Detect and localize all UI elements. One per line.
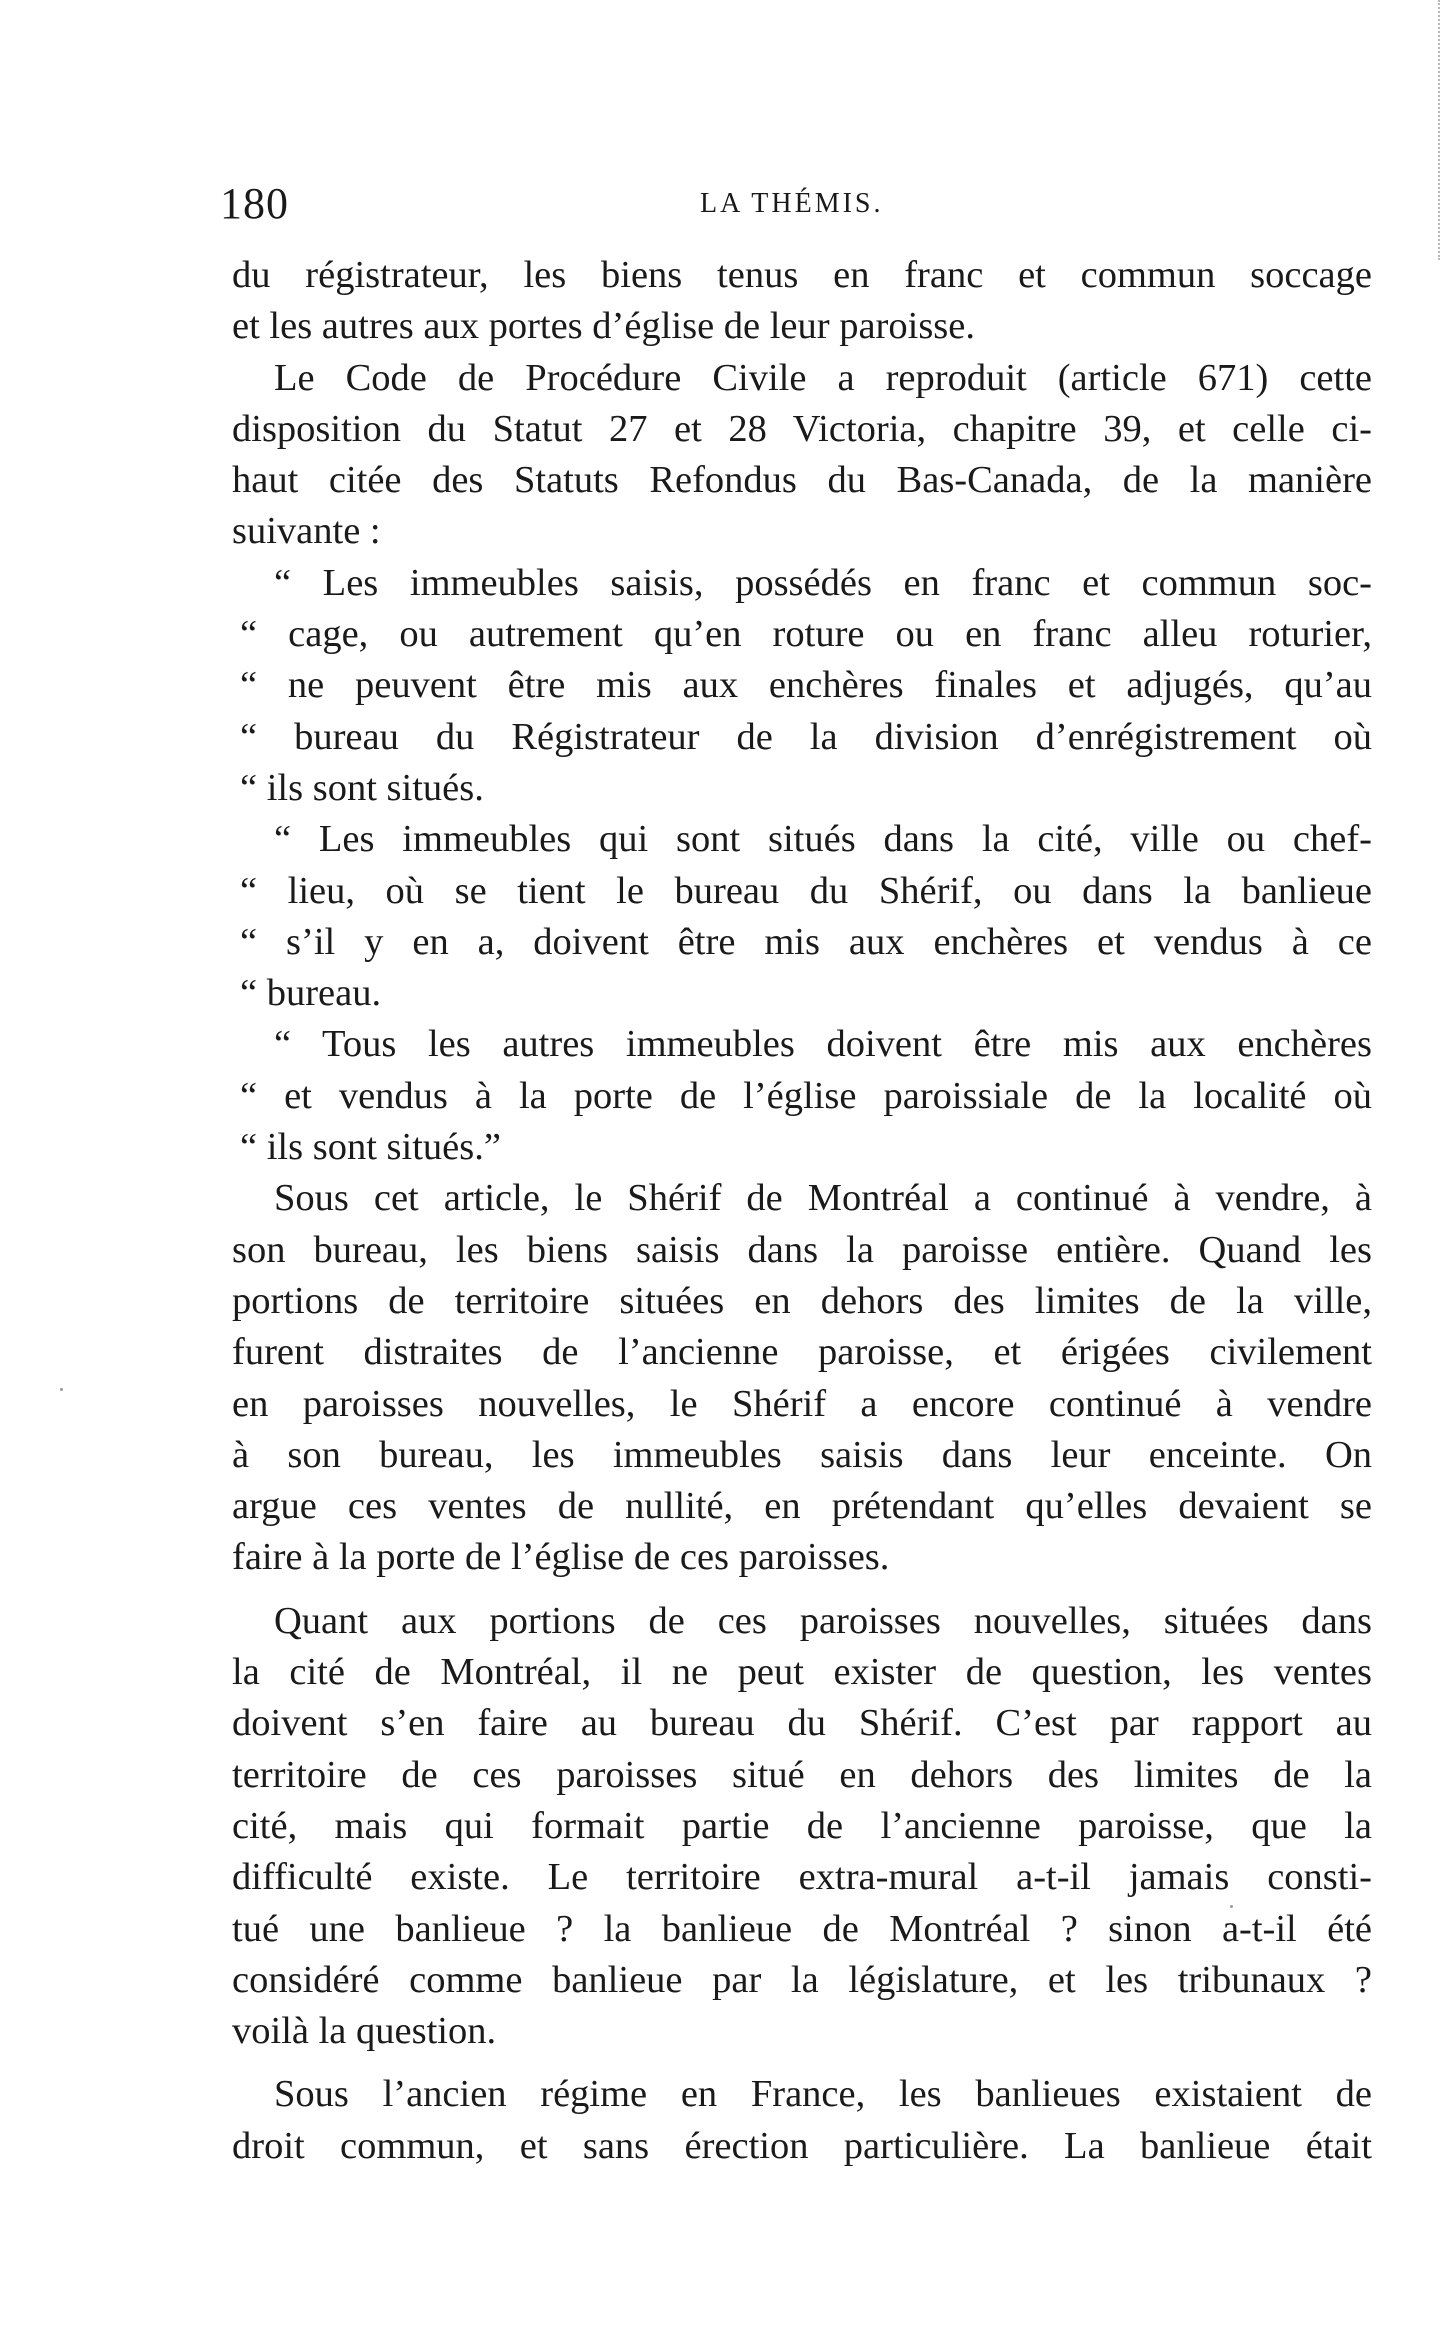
text-line: “ et vendus à la porte de l’église paroissiale de la localité où [240,1074,1372,1117]
text-line: faire à la porte de l’église de ces paroisses. [232,1536,890,1579]
paragraph-gap [232,2057,1372,2069]
text-line: du régistrateur, les biens tenus en franc et commun soccage [232,254,1372,296]
body-text [232,250,1372,2172]
text-line: “ ils sont situés.” [240,1126,501,1169]
text-line: en paroisses nouvelles, le Shérif a encore continué à vendre [232,1382,1372,1425]
quoted-paragraph [232,558,1372,814]
text-line: doivent s’en faire au bureau du Shérif. C’est par rapport au [232,1702,1372,1745]
text-line: “ Tous les autres immeubles doivent être mis aux enchères [274,1023,1372,1066]
text-line: portions de territoire situées en dehors des limites de la ville, [232,1279,1372,1322]
text-line: considéré comme banlieue par la législature, et les tribunaux ? [232,1958,1372,2001]
paragraph [232,353,1372,558]
running-head [220,178,1380,238]
paragraph [232,1173,1372,1583]
text-line: droit commun, et sans érection particulière. La banlieue était [232,2124,1372,2167]
paper-speck [60,1388,63,1391]
text-line: “ bureau du Régistrateur de la division d’enrégistrement où [240,715,1372,758]
paragraph-gap [232,1584,1372,1596]
text-line: argue ces ventes de nullité, en prétendant qu’elles devaient se [232,1485,1372,1528]
text-line: tué une banlieue ? la banlieue de Montréal ? sinon a-t-il été [232,1907,1372,1950]
text-line: la cité de Montréal, il ne peut exister de question, les ventes [232,1651,1372,1694]
quoted-paragraph [232,1019,1372,1173]
paragraph [232,250,1372,353]
text-line: “ bureau. [240,972,382,1015]
paragraph [232,1596,1372,2058]
text-line: “ Les immeubles saisis, possédés en franc et commun soc- [274,561,1372,604]
text-line: disposition du Statut 27 et 28 Victoria, chapitre 39, et celle ci- [232,407,1372,450]
text-line: territoire de ces paroisses situé en dehors des limites de la [232,1753,1372,1796]
page-number: 180 [220,179,289,228]
text-line: haut citée des Statuts Refondus du Bas-Canada, de la manière [232,459,1372,502]
text-line: et les autres aux portes d’église de leur paroisse. [232,305,976,348]
page-edge-mark [1432,0,1440,260]
text-line: furent distraites de l’ancienne paroisse, et érigées civilement [232,1331,1372,1374]
text-line: à son bureau, les immeubles saisis dans leur enceinte. On [232,1433,1372,1476]
text-line: Sous cet article, le Shérif de Montréal a continué à vendre, à [274,1177,1372,1220]
text-line: “ s’il y en a, doivent être mis aux enchères et vendus à ce [240,920,1372,963]
text-line: Le Code de Procédure Civile a reproduit (article 671) cette [274,356,1372,399]
quoted-paragraph [232,814,1372,1019]
text-line: son bureau, les biens saisis dans la paroisse entière. Quand les [232,1228,1372,1271]
text-line: difficulté existe. Le territoire extra-mural a-t-il jamais consti- [232,1856,1372,1899]
text-line: “ cage, ou autrement qu’en roture ou en franc alleu roturier, [240,613,1372,656]
text-line: “ ne peuvent être mis aux enchères finales et adjugés, qu’au [240,664,1372,707]
text-line: Sous l’ancien régime en France, les banlieues existaient de [274,2073,1372,2116]
running-title: LA THÉMIS. [700,188,884,219]
text-line: cité, mais qui formait partie de l’ancienne paroisse, que la [232,1804,1372,1847]
text-line: “ lieu, où se tient le bureau du Shérif, ou dans la banlieue [240,869,1372,912]
text-line: Quant aux portions de ces paroisses nouvelles, situées dans [274,1599,1372,1642]
text-line: voilà la question. [232,2010,497,2053]
text-line: “ Les immeubles qui sont situés dans la cité, ville ou chef- [274,818,1372,861]
text-line: “ ils sont situés. [240,766,484,809]
text-line: suivante : [232,510,381,553]
paragraph [232,2069,1372,2172]
